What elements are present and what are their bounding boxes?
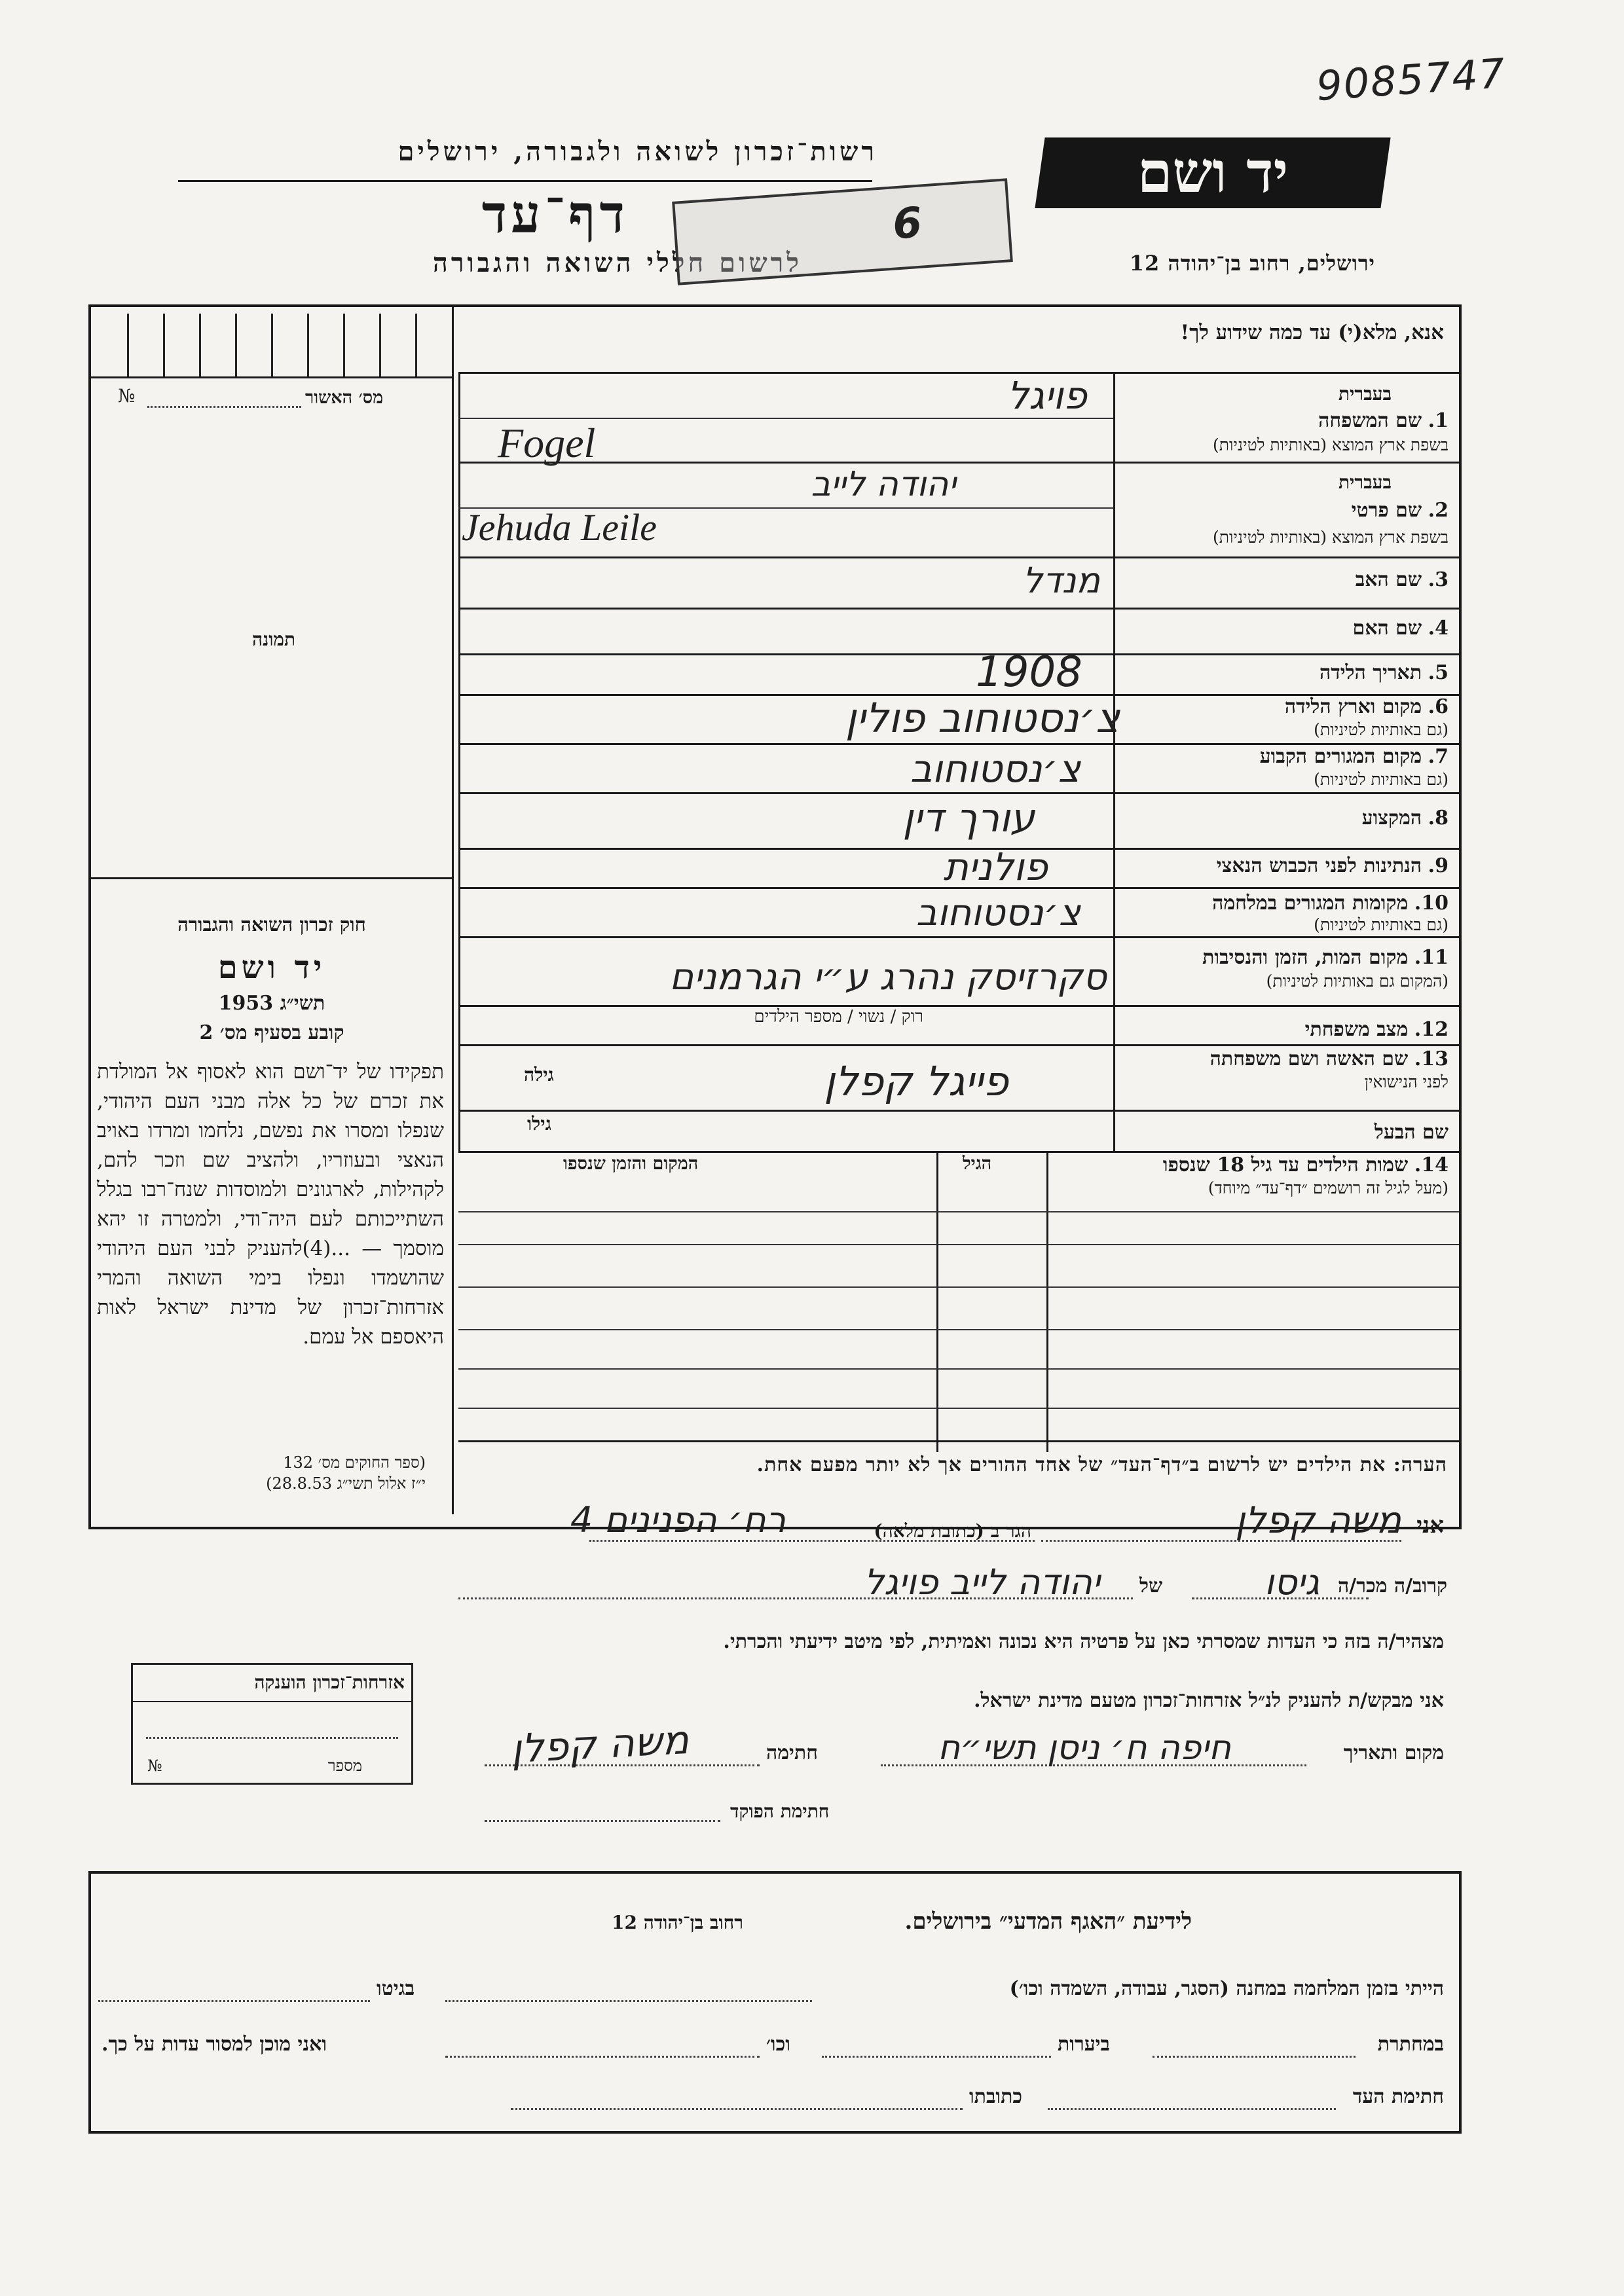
- frame-left: [88, 304, 91, 1529]
- photo-label: תמונה: [252, 629, 296, 650]
- row-sep-12: [458, 1044, 1459, 1046]
- approval-number-line[interactable]: [147, 406, 301, 408]
- children-col-age-divider: [936, 1151, 938, 1452]
- field-2-label: 2. שם פרטי: [1351, 499, 1449, 522]
- bottom-line1-camp: הייתי בזמן המלחמה במחנה (הסגר, עבודה, השמדה וכו׳): [1009, 1977, 1444, 2000]
- children-row-4: [458, 1368, 1459, 1370]
- bottom-line2-underground-line[interactable]: [1153, 2056, 1356, 2058]
- surname-latin-value[interactable]: Fogel: [498, 420, 596, 466]
- relative-label: קרוב/ה מכר/ה: [1338, 1575, 1447, 1597]
- law-title: חוק זכרון השואה והגבורה: [177, 913, 366, 936]
- label-column-divider: [1113, 373, 1115, 1152]
- birth-place-value[interactable]: צ׳נסטוחוב פולין: [845, 694, 1120, 742]
- registration-stamp: 6: [672, 178, 1013, 285]
- officer-signature-label: חתימת הפוקד: [730, 1800, 830, 1822]
- field-6-note: (גם באותיות לטיניות): [1314, 720, 1449, 739]
- frame-right: [1459, 304, 1462, 1529]
- yad-vashem-logo: [1035, 137, 1390, 208]
- row-sep-1: [458, 462, 1459, 464]
- law-reference-1: (ספר החוקים מס׳ 132: [283, 1453, 426, 1472]
- field-4-label: 4. שם האם: [1352, 617, 1449, 640]
- place-date-label: מקום ותאריך: [1343, 1741, 1444, 1764]
- relation-value[interactable]: גיסו: [1264, 1561, 1320, 1603]
- field-12-label: 12. מצב משפחתי: [1304, 1018, 1449, 1041]
- left-column-divider: [452, 304, 454, 1514]
- officer-signature-line[interactable]: [485, 1820, 720, 1822]
- bottom-line3-signature: חתימת העד: [1352, 2085, 1444, 2108]
- declarant-resides-label: הגר ב (כתובת מלאה): [874, 1520, 1031, 1542]
- field-11-label: 11. מקום המות, הזמן והנסיבות: [1202, 946, 1449, 969]
- declarant-name-value[interactable]: משה קפלן: [1235, 1499, 1401, 1542]
- children-col-name-divider: [1046, 1151, 1048, 1452]
- field-13-label: 13. שם האשה ושם משפחתה: [1209, 1048, 1449, 1070]
- place-date-value[interactable]: חיפה ח׳ ניסן תשי״ח: [938, 1728, 1231, 1768]
- birth-date-value[interactable]: 1908: [976, 648, 1082, 697]
- row-sep-13: [458, 1110, 1459, 1112]
- field-8-label: 8. המקצוע: [1361, 807, 1449, 829]
- citizenship-box: [131, 1663, 413, 1785]
- archive-number: 9085747: [1314, 48, 1508, 111]
- bottom-line1-ghetto-line[interactable]: [98, 2000, 370, 2002]
- children-row-2: [458, 1286, 1459, 1288]
- approval-box-grid: [91, 307, 452, 379]
- field-2-heb-tag: בעברית: [1338, 471, 1392, 493]
- of-value[interactable]: יהודה לייב פויגל: [864, 1561, 1100, 1603]
- row-sep-10: [458, 936, 1459, 938]
- approval-box-bottom: [91, 376, 452, 378]
- row-sep-2: [458, 556, 1459, 558]
- remark-text: הערה: את הילדים יש לרשום ב״דף־העד״ של אחד ההורים אך לא יותר מפעם אחת.: [756, 1453, 1447, 1476]
- logo-text: יד ושם: [1137, 139, 1289, 206]
- wife-name-value[interactable]: פייגל קפלן: [824, 1057, 1008, 1105]
- bottom-line1-camp-line[interactable]: [445, 2000, 812, 2002]
- husband-label: שם הבעל: [1374, 1121, 1449, 1144]
- of-label: של: [1139, 1575, 1163, 1597]
- law-section: קובע בסעיף מס׳ 2: [199, 1021, 344, 1044]
- field-1-heb-tag: בעברית: [1338, 383, 1392, 405]
- bottom-line2-forests-line[interactable]: [822, 2056, 1051, 2058]
- children-header-line: [458, 1211, 1459, 1212]
- field-2-latin-tag: בשפת ארץ המוצא (באותיות לטיניות): [1213, 528, 1449, 547]
- field-1-label: 1. שם המשפחה: [1318, 409, 1449, 432]
- form-title: דף־עד: [481, 183, 629, 245]
- row-sep-4: [458, 653, 1459, 655]
- approval-no-symbol: №: [118, 385, 136, 407]
- field-10-note: (גם באותיות לטיניות): [1314, 915, 1449, 934]
- death-place-value[interactable]: סקרזיסק נהרג ע״י הגרמנים: [669, 956, 1107, 998]
- bottom-line2-etc-line[interactable]: [445, 2056, 760, 2058]
- value-box-left: [458, 373, 460, 1152]
- institution-underline: [178, 180, 872, 182]
- firstname-hebrew-value[interactable]: יהודה לייב: [811, 465, 956, 504]
- approval-number-label: מס׳ האשור: [305, 388, 384, 408]
- profession-value[interactable]: עורך דין: [902, 795, 1035, 841]
- signature-label: חתימה: [766, 1741, 818, 1764]
- fields-top: [458, 372, 1459, 374]
- bottom-line3-signature-line[interactable]: [1048, 2108, 1336, 2110]
- header-address: ירושלים, רחוב בן־יהודה 12: [1129, 251, 1375, 276]
- children-row-1: [458, 1244, 1459, 1245]
- form-subtitle: לרשום חללי השואה והגבורה: [432, 247, 802, 278]
- citizenship-box-title: אזרחות־זכרון הוענקה: [254, 1671, 405, 1693]
- father-name-value[interactable]: מנדל: [1022, 560, 1100, 601]
- institution-name: רשות־זכרון לשואה ולגבורה, ירושלים: [397, 136, 877, 167]
- law-body: תפקידו של יד־ושם הוא לאסוף אל המולדת את זכרם של כל אלה מבני העם היהודי, שנפלו ומסרו את נפשם, נלחמו ומרדו באויב הנאצי ובעוזריו, ולהציב שם וזכר להם, לקהילות, לארגונים ולמוסדות שנח־רבו בגלל השתייכותם לעם היה־ודי, ולמטרה זו יהא מוסמך — ...(4)להעניק לבני העם היהודי שהושמדו ונפלו בימי השואה והמרי אזרחות־זכרון של מדינת ישראל לאות היאספם אל עמם.: [97, 1060, 444, 1349]
- husband-age-label: גילו: [527, 1113, 551, 1135]
- children-row-3: [458, 1329, 1459, 1330]
- bottom-line2-forests: ביערות: [1058, 2033, 1111, 2056]
- law-reference-2: י״ז אלול תשי״ג 28.8.53): [266, 1474, 426, 1493]
- field-5-label: 5. תאריך הלידה: [1319, 661, 1449, 684]
- photo-area-bottom: [91, 877, 452, 879]
- field-13-note: לפני הנישואין: [1364, 1072, 1449, 1091]
- field-10-label: 10. מקומות המגורים במלחמה: [1212, 892, 1449, 915]
- bottom-title: לידיעת ״האגף המדעי״ בירושלים.: [904, 1908, 1192, 1935]
- bottom-line2-etc: וכו׳: [766, 2033, 790, 2056]
- firstname-latin-value[interactable]: Jehuda Leile: [462, 506, 657, 549]
- bottom-line2-underground: במחתרת: [1377, 2033, 1444, 2056]
- surname-hebrew-value[interactable]: פויגל: [1007, 373, 1087, 418]
- intro-text: אנא, מלא(י) עד כמה שידוע לך!: [1180, 321, 1444, 344]
- field-3-label: 3. שם האב: [1355, 568, 1449, 591]
- field-7-note: (גם באותיות לטיניות): [1314, 770, 1449, 789]
- declarant-ani-label: אני: [1416, 1512, 1444, 1539]
- children-note: (מעל לגיל זה רושמים ״דף־עד״ מיוחד): [1208, 1178, 1449, 1197]
- row-sep-11: [458, 1005, 1459, 1007]
- children-table-bottom: [458, 1440, 1459, 1442]
- declarant-address-value[interactable]: רח׳ הפנינים 4: [570, 1499, 786, 1540]
- bottom-line1-ghetto: בגיטו: [377, 1977, 415, 2000]
- family-status-hint: רוק / נשוי / מספר הילדים: [754, 1007, 923, 1027]
- declaration-text: מצהיר/ה בזה כי העדות שמסרתי כאן על פרטיה היא נכונה ואמיתית, לפי מיטב ידיעתי והכרתי.: [723, 1630, 1444, 1653]
- bottom-box-right: [1459, 1871, 1462, 2133]
- bottom-box-bottom: [88, 2131, 1462, 2134]
- citizenship-no-symbol: №: [147, 1757, 162, 1775]
- request-text: אני מבקש/ת להעניק לנ״ל אזרחות־זכרון מטעם מדינת ישראל.: [974, 1689, 1444, 1712]
- field-9-label: 9. הנתינות לפני הכבוש הנאצי: [1216, 854, 1449, 877]
- row-sep-14: [458, 1151, 1459, 1153]
- bottom-line3-address-line[interactable]: [511, 2108, 963, 2110]
- field-1-latin-tag: בשפת ארץ המוצא (באותיות לטיניות): [1213, 435, 1449, 454]
- nationality-value[interactable]: פולנית: [943, 845, 1048, 889]
- bottom-line3-address: כתובתו: [969, 2085, 1023, 2108]
- field-11-note: (המקום גם באותיות לטיניות): [1266, 972, 1449, 991]
- field-6-label: 6. מקום וארץ הלידה: [1284, 695, 1449, 718]
- residence-value[interactable]: צ׳נסטוחוב: [910, 746, 1080, 791]
- bottom-line2-ready: ואני מוכן למסור עדות על כך.: [101, 2033, 327, 2056]
- row-sep-3: [458, 608, 1459, 610]
- war-residence-value[interactable]: צ׳נסטוחוב: [915, 892, 1080, 934]
- bottom-box-top: [88, 1871, 1462, 1874]
- children-title: 14. שמות הילדים עד גיל 18 שנספו: [1162, 1154, 1449, 1176]
- wife-age-label: גילה: [524, 1064, 554, 1085]
- bottom-address: רחוב בן־יהודה 12: [612, 1912, 743, 1933]
- citizenship-number-label: מספר: [327, 1757, 362, 1775]
- children-row-5: [458, 1408, 1459, 1409]
- field-7-label: 7. מקום המגורים הקבוע: [1259, 745, 1449, 768]
- children-col-place: המקום והזמן שנספו: [563, 1154, 699, 1174]
- signature-value[interactable]: משה קפלן: [509, 1717, 690, 1773]
- law-name: יד ושם: [217, 949, 326, 986]
- bottom-box-left: [88, 1871, 91, 2133]
- row-sep-7: [458, 792, 1459, 794]
- law-year: תשי״ג 1953: [218, 992, 325, 1015]
- children-col-age: הגיל: [963, 1154, 992, 1174]
